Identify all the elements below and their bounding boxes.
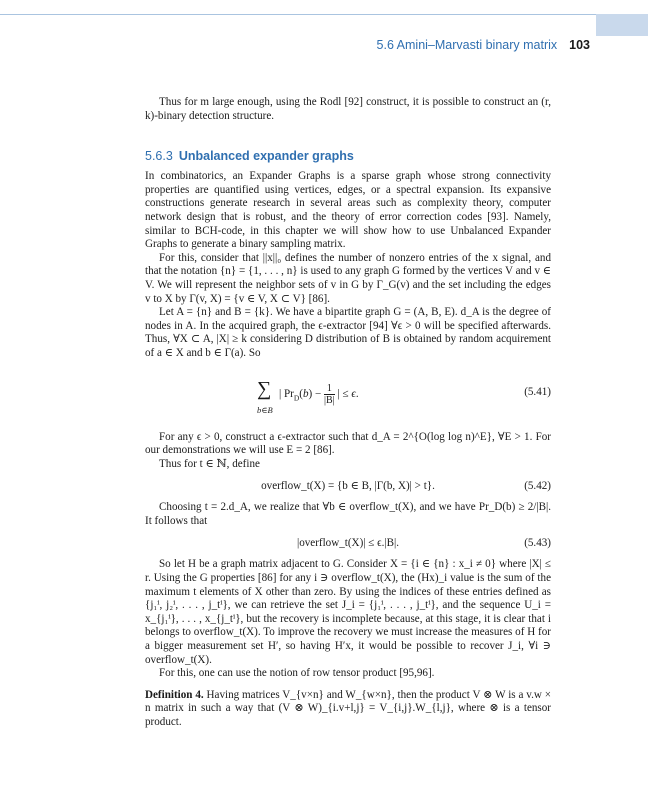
- paragraph-expander-intro: In combinatorics, an Expander Graphs is a sparse graph whose strong connectivity properties are quantified using vertices, edges, or a spectral expansion. Its expansive constructions generate research in several areas such as complexity theory, computer network design that is robust, and the theory of error correction codes [93]. Namely, similar to BCH-code, in this chapter we will show how to use Unbalanced Expander Graphs to generate a binary sampling matrix.: [145, 170, 551, 251]
- section-title: Unbalanced expander graphs: [178, 149, 354, 164]
- definition-text: Having matrices V_{v×n} and W_{w×n}, then the product V ⊗ W is a v.w × n matrix in such a way that (V ⊗ W)_{i.v+l,j} = V_{i,j}.W_{l,j}, where ⊗ is a tensor product.: [145, 688, 552, 728]
- sum-subscript: b∈B: [257, 404, 273, 415]
- paragraph-graph-matrix: So let H be a graph matrix adjacent to G. Consider X = {i ∈ {n} : x_i ≠ 0} where |X| ≤ r. Using the G properties [86] for any i ∋ overflow_t(X), the (Hx)_i value is the sum of the maximum t elements of X other than zero. By using the indices of these entries defined as {j₁ⁱ, j₂ⁱ, . . . , j_tⁱ}, we can retrieve the set J_i = {j₁ⁱ, . . . , j_tⁱ}, and the sequence U_i = x_{j₁ⁱ}, . . . , x_{j_tⁱ}, but the recovery is incomplete because, at this stage, it is clear that i belongs to overflow_t(X). To improve the recovery we must increase the measures of H for a bigger measurement set H′, so having H′x, it would be possible to recover J_i, ∀i ∋ overflow_t(X).: [145, 558, 551, 666]
- fraction: [324, 383, 335, 406]
- paragraph-choosing: Choosing t = 2.d_A, we realize that ∀b ∈ overflow_t(X), and we have Pr_D(b) ≥ 2/|B|. It follows that: [145, 501, 551, 527]
- sum-symbol: ∑: [257, 377, 272, 400]
- equation-5-43: [145, 528, 551, 558]
- equation-5-41-body: [257, 379, 397, 419]
- paragraph-extractor: For any ϵ > 0, construct a ϵ-extractor such that d_A = 2^{O(log log n)^E}, ∀E > 1. For our demonstrations we will use E = 2 [86].: [145, 430, 551, 457]
- paragraph-notation: For this, consider that ||x||₀ defines the number of nonzero entries of the x signal, and that the notation {n} = {1, . . . , n} is used to any graph G formed by the vertices V and v ∈ V. We will represent the neighbor sets of v in G by Γ_G(v) and the set including the edges v to X by Γ(v, X) = {v ∈ V, X ⊂ V} [86].: [145, 251, 551, 305]
- section-number: 5.6.3: [145, 149, 173, 164]
- equation-number: (5.41): [524, 385, 551, 398]
- header-tab-box: [596, 14, 648, 36]
- equation-5-41-expression: | $Pr_D(b)$ − $\frac{1}{|B|}$ | ≤ ϵ.: [279, 382, 359, 406]
- equation-number: (5.43): [524, 537, 551, 550]
- equation-number: (5.42): [524, 480, 551, 493]
- equation-5-42: [145, 471, 551, 501]
- page-number: 103: [569, 38, 590, 52]
- running-header: [377, 38, 590, 52]
- page-body: [145, 96, 551, 730]
- fraction-numerator: 1: [324, 383, 335, 395]
- pr-subscript: D: [293, 392, 300, 402]
- paragraph-intro: Thus for m large enough, using the Rodl [92] construct, it is possible to construct an (r, k)-binary detection structure.: [145, 96, 551, 122]
- paragraph-define: Thus for t ∈ ℕ, define: [159, 457, 260, 470]
- header-section-title: 5.6 Amini–Marvasti binary matrix: [376, 38, 558, 52]
- section-heading: [145, 149, 551, 163]
- paragraph-tensor: For this, one can use the notion of row tensor product [95,96].: [159, 667, 435, 680]
- definition-block: [145, 689, 551, 730]
- definition-label: Definition 4.: [145, 688, 204, 701]
- paragraph-bipartite: Let A = {n} and B = {k}. We have a bipartite graph G = (A, B, E). d_A is the degree of nodes in A. In the acquired graph, the ϵ-extractor [94] ∀ϵ > 0 will be specified afterwards. Thus, ∀X ⊂ A, |X| ≥ k considering D distribution of B is obtained by random acquirement of a ∈ X and b ∈ Γ(a). So: [145, 306, 551, 359]
- header-rule: [0, 14, 596, 15]
- fraction-denominator: |B|: [324, 394, 335, 406]
- equation-5-43-body: |overflow_t(X)| ≤ ϵ.|B|.: [296, 537, 400, 550]
- equation-5-42-body: overflow_t(X) = {b ∈ B, |Γ(b, X)| > t}.: [261, 480, 435, 493]
- equation-5-41: [145, 373, 551, 421]
